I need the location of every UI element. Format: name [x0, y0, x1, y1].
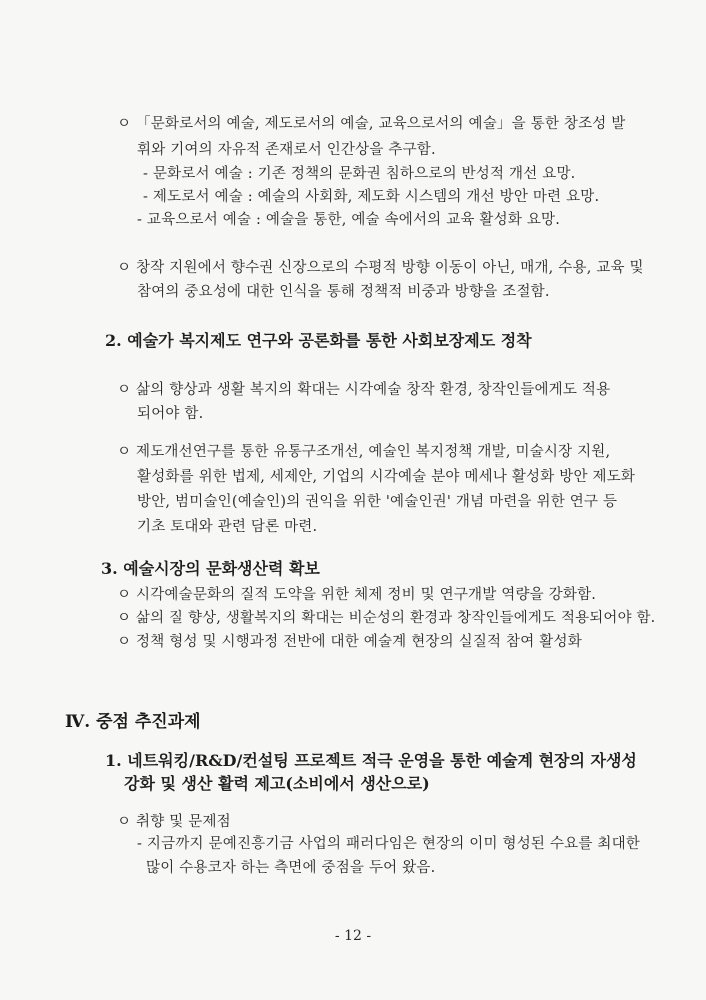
section-heading: 1. 네트워킹/R&D/컨설팅 프로젝트 적극 운영을 통한 예술계 현장의 자생성 — [105, 751, 637, 770]
dash-item: - 제도로서 예술 : 예술의 사회화, 제도화 시스템의 개선 방안 마련 요망. — [143, 189, 600, 205]
dash-item: - 지금까지 문예진흥기금 사업의 패러다임은 현장의 이미 형성된 수요를 최대한 — [137, 836, 641, 852]
bullet-line: ㅇ 삶의 향상과 생활 복지의 확대는 시각예술 창작 환경, 창작인들에게도 적용 — [117, 382, 611, 398]
bullet-continuation: 방안, 범미술인(예술인)의 권익을 위한 '예술인권' 개념 마련을 위한 연구 등 — [137, 494, 618, 510]
dash-item: - 문화로서 예술 : 기존 정책의 문화권 침하으로의 반성적 개선 요망. — [143, 166, 576, 182]
dash-continuation: 많이 수용코자 하는 측면에 중점을 두어 왔음. — [146, 860, 436, 876]
page-number: - 12 - — [334, 928, 372, 944]
bullet-continuation: 기초 토대와 관련 담론 마련. — [137, 519, 318, 535]
bullet-line: ㅇ 삶의 질 향상, 생활복지의 확대는 비순성의 환경과 창작인들에게도 적용되어야 함. — [117, 610, 656, 626]
bullet-line: ㅇ 취향 및 문제점 — [117, 814, 231, 830]
bullet-line: ㅇ 「문화로서의 예술, 제도로서의 예술, 교육으로서의 예술」을 통한 창조성 발 — [117, 116, 626, 132]
bullet-line: ㅇ 창작 지원에서 향수권 신장으로의 수평적 방향 이동이 아닌, 매개, 수용, 교육 및 — [117, 260, 644, 276]
bullet-line: ㅇ 제도개선연구를 통한 유통구조개선, 예술인 복지정책 개발, 미술시장 지원, — [117, 444, 611, 460]
bullet-continuation: 참여의 중요성에 대한 인식을 통해 정책적 비중과 방향을 조절함. — [137, 284, 550, 300]
section-heading-continuation: 강화 및 생산 활력 제고(소비에서 생산으로) — [124, 774, 430, 793]
bullet-line: ㅇ 정책 형성 및 시행과정 전반에 대한 예술계 현장의 실질적 참여 활성화 — [117, 634, 582, 650]
section-heading: 3. 예술시장의 문화생산력 확보 — [101, 559, 320, 578]
section-heading: 2. 예술가 복지제도 연구와 공론화를 통한 사회보장제도 정착 — [105, 331, 532, 350]
bullet-continuation: 휘와 기여의 자유적 존재로서 인간상을 추구함. — [137, 142, 436, 158]
bullet-continuation: 활성화를 위한 법제, 세제안, 기업의 시각예술 분야 메세나 활성화 방안 제도화 — [137, 469, 636, 485]
chapter-heading: Ⅳ. 중점 추진과제 — [65, 712, 201, 732]
bullet-continuation: 되어야 함. — [137, 406, 204, 422]
dash-item: - 교육으로서 예술 : 예술을 통한, 예술 속에서의 교육 활성화 요망. — [137, 212, 561, 228]
bullet-line: ㅇ 시각예술문화의 질적 도약을 위한 체제 정비 및 연구개발 역량을 강화함. — [117, 587, 597, 603]
